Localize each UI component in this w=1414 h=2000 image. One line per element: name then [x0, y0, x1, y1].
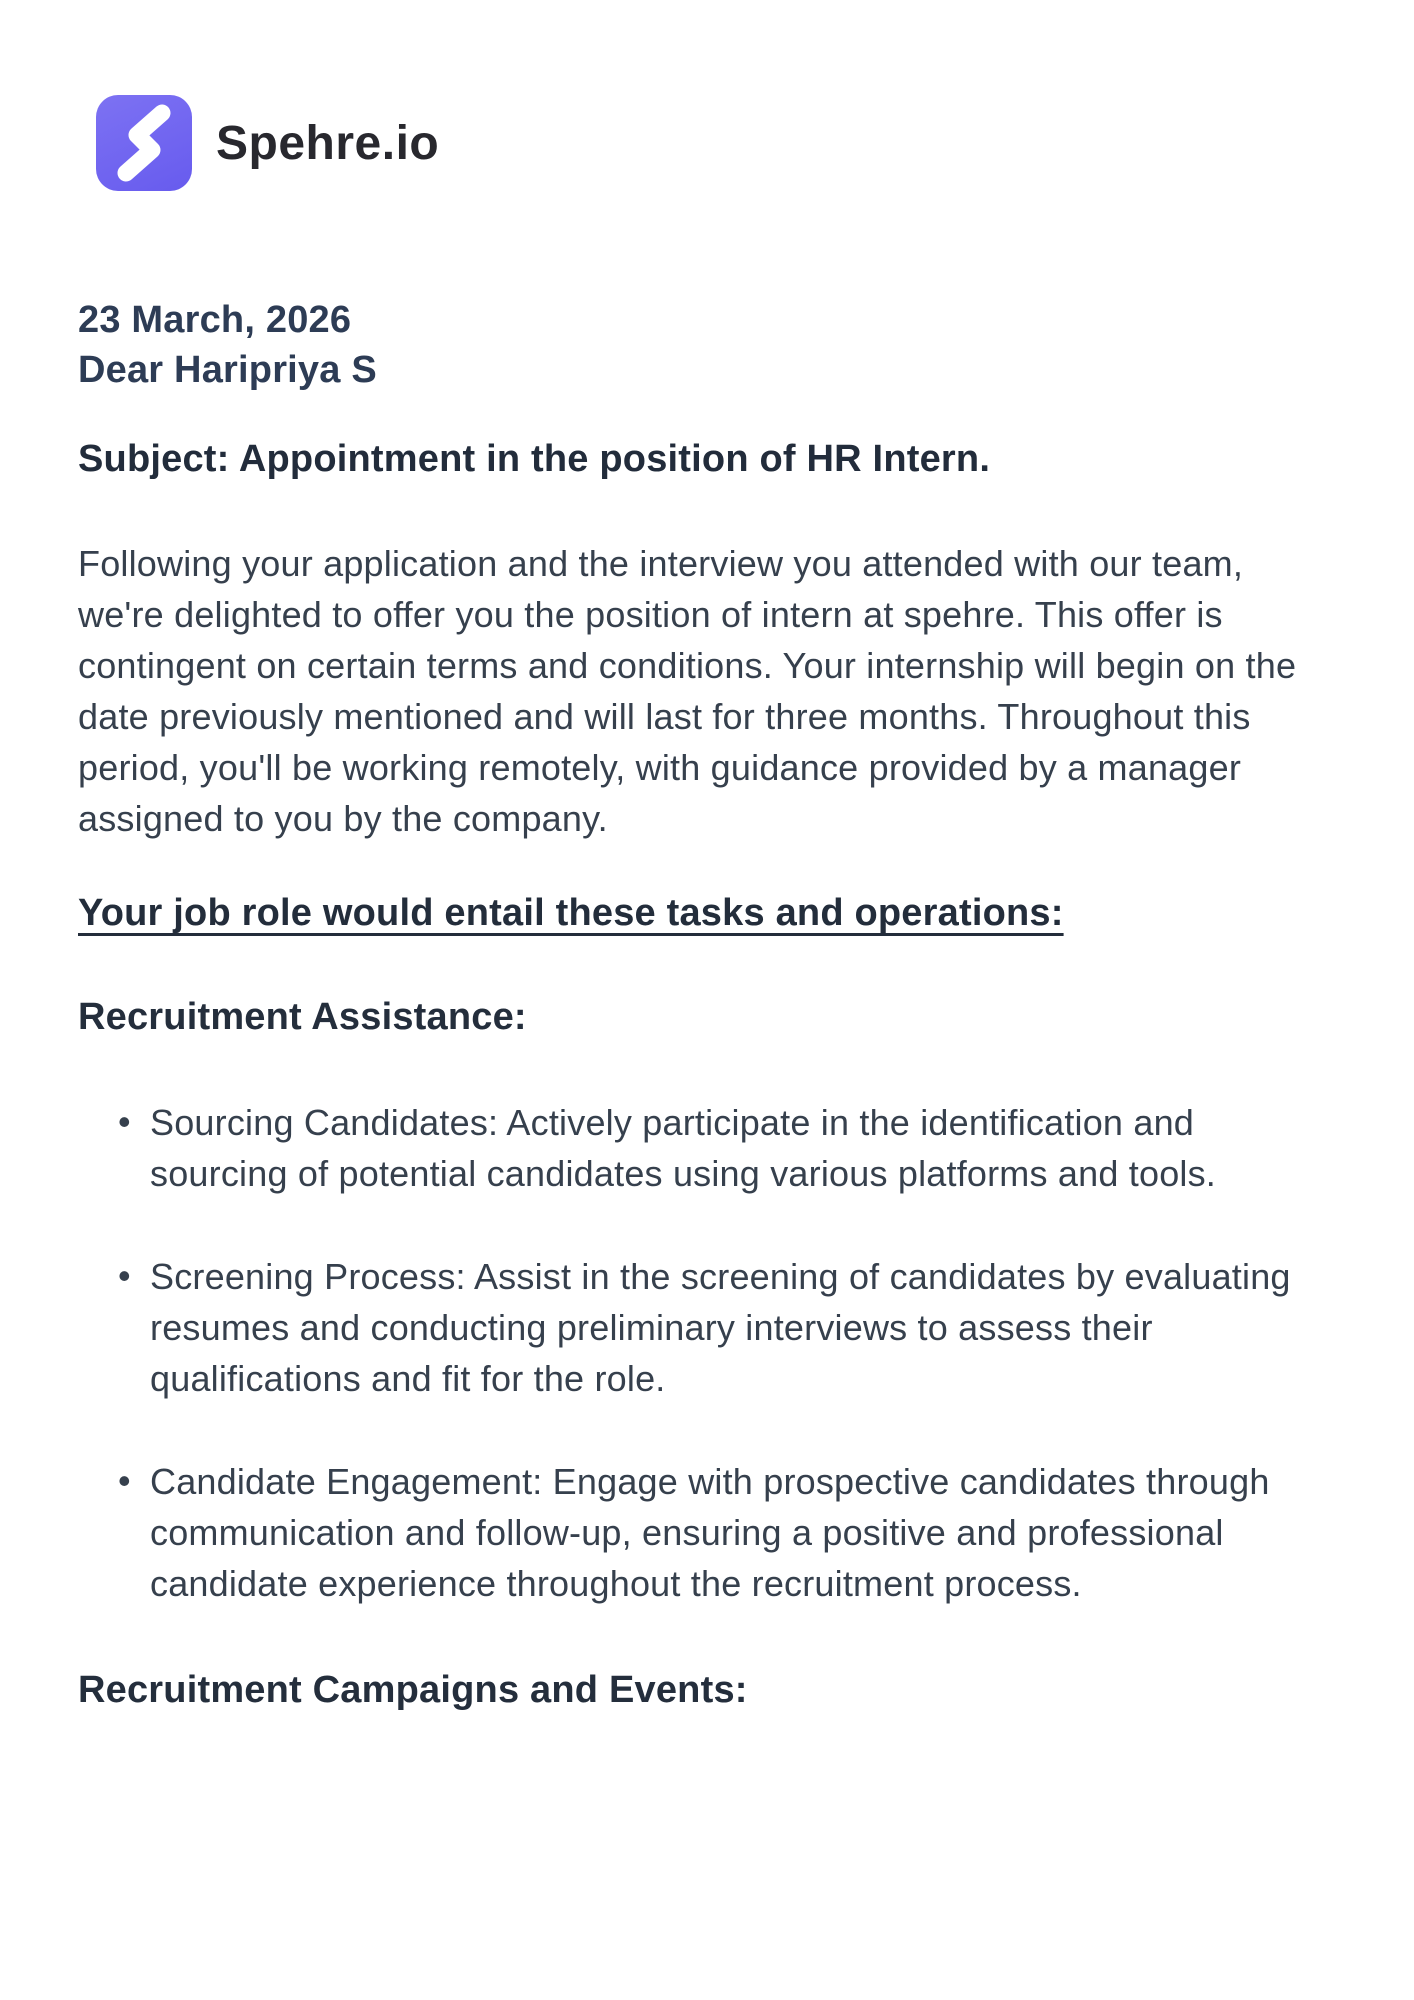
section-heading-recruitment-assistance: Recruitment Assistance:: [78, 996, 527, 1038]
letter-date: 23 March, 2026: [78, 299, 352, 341]
tasks-heading: Your job role would entail these tasks and operations:: [78, 892, 1064, 934]
list-item-screening-process: • Screening Process: Assist in the screening of candidates by evaluating resumes and conducting preliminary interviews to assess their qualifications and fit for the role.: [78, 1251, 1330, 1404]
assistance-bullet-list: [78, 1097, 1330, 1609]
brand-header: [96, 95, 1330, 191]
intro-paragraph: Following your application and the interview you attended with our team, we're delighted to offer you the position of intern at spehre. This offer is contingent on certain terms and conditions. Your internship will begin on the date previously mentioned and will last for three months. Throughout this period, you'll be working remotely, with guidance provided by a manager assigned to you by the company.: [78, 543, 1297, 839]
list-item-sourcing-candidates: • Sourcing Candidates: Actively participate in the identification and sourcing of potential candidates using various platforms and tools.: [78, 1097, 1330, 1199]
subject-line: Subject: Appointment in the position of HR Intern.: [78, 438, 991, 480]
section-heading-recruitment-campaigns: Recruitment Campaigns and Events:: [78, 1669, 748, 1711]
list-item-candidate-engagement: • Candidate Engagement: Engage with prospective candidates through communication and follow-up, ensuring a positive and professional candidate experience throughout the recruitment process.: [78, 1456, 1330, 1609]
s-bolt-icon: [96, 95, 192, 191]
spehre-logo: [96, 95, 192, 191]
letter-greeting: Dear Haripriya S: [78, 349, 377, 391]
brand-wordmark: Spehre.io: [216, 116, 440, 170]
date-greeting-block: [78, 295, 1330, 395]
